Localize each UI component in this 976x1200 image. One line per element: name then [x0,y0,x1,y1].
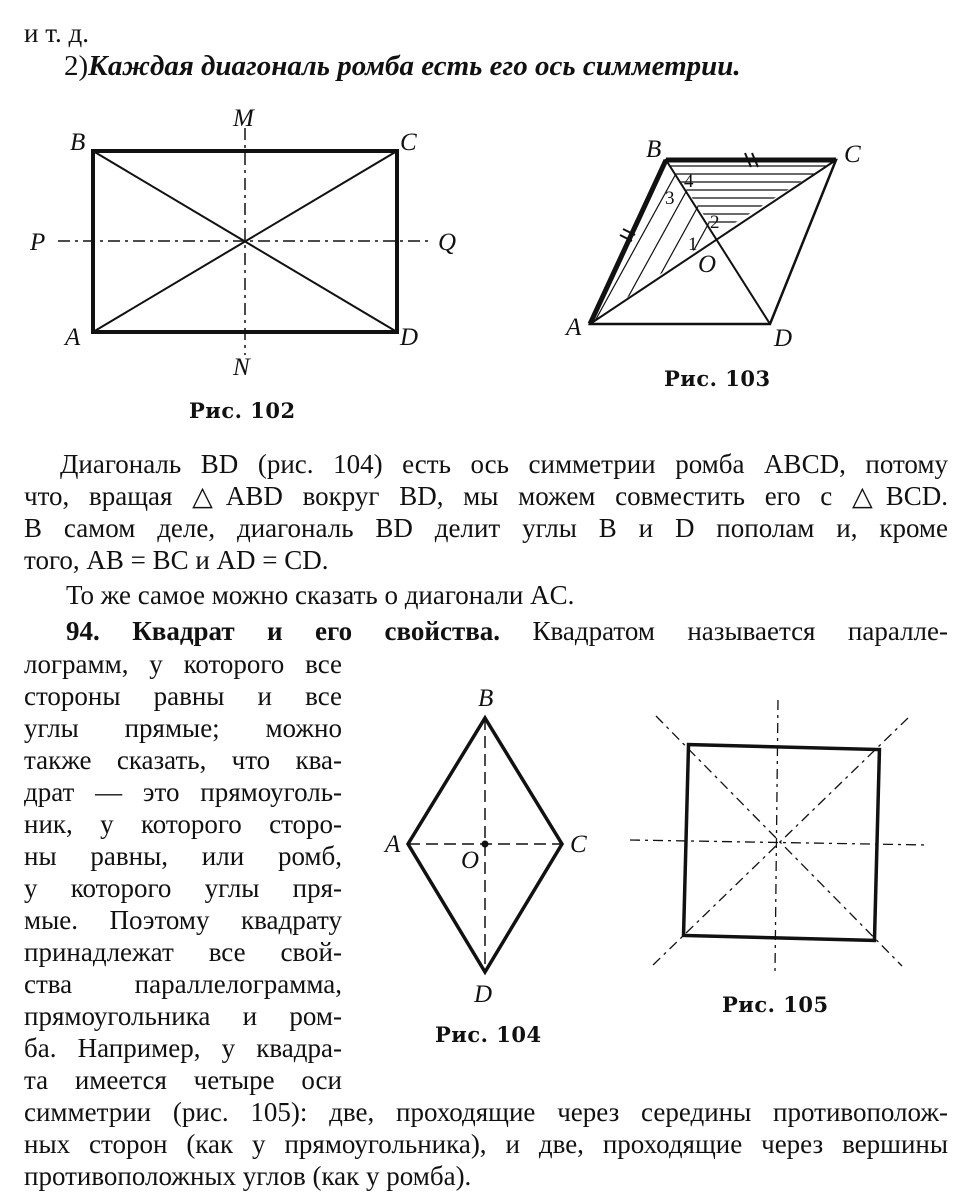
label-a: A [65,324,81,351]
paragraph-1-line-3: В самом деле, диагональ BD делит углы B и D пополам и, кроме [24,513,948,543]
section-94-first-line [66,618,948,645]
property-2-text: Каждая диагональ ромба есть его ось симметрии. [88,50,741,82]
wrapped-line: та имеется четыре оси [24,1065,342,1095]
wrapped-line: также сказать, что ква- [24,745,342,775]
label-c: C [570,831,587,858]
wrapped-line: прямоугольника и ром- [24,1001,342,1031]
paragraph-1-line-2: что, вращая △ABD вокруг BD, мы можем совместить его с △BCD. [24,481,948,511]
wrapped-line: ник, у которого сторо- [24,809,342,839]
item-number: 2) [64,50,89,82]
label-d: D [774,325,793,352]
axis-vertical [775,700,778,972]
wrapped-line: ны равны, или ромб, [24,841,342,871]
axis-horizontal [630,840,928,845]
paragraph-2: То же самое можно сказать о диагонали AC. [66,580,575,610]
label-d: D [474,981,493,1008]
axis-diagonal-2 [652,718,908,966]
etc-text: и т. д. [24,18,89,48]
figure-104 [380,680,610,1010]
label-d: D [400,324,419,351]
caption-102: Рис. 102 [189,398,296,423]
caption-105: Рис. 105 [722,992,829,1017]
wrapped-line: углы прямые; можно [24,713,342,743]
label-c: C [844,141,861,168]
wrapped-line: принадлежат все свой- [24,937,342,967]
label-c: C [400,129,417,156]
center-o [482,841,489,848]
wrapped-line: лограмм, у которого все [24,649,342,679]
section-94-lead: Квадратом называется паралле- [532,616,948,646]
diagonal-bd [666,160,770,324]
property-2 [64,52,741,81]
label-b: B [70,129,86,156]
square [684,745,880,941]
wrapped-line: ства параллелограмма, [24,969,342,999]
label-q: Q [438,229,457,256]
caption-103: Рис. 103 [664,366,771,391]
label-n: N [233,354,250,381]
label-m: M [233,105,254,132]
figure-105 [620,700,950,980]
label-p: P [30,229,46,256]
wrapped-line: у которого углы пря- [24,873,342,903]
label-b: B [478,685,494,712]
paragraph-1-line-4: того, AB = BC и AD = CD. [24,545,329,575]
figure-102 [20,100,480,430]
angle-label-3: 3 [665,188,675,209]
section-94-heading: 94. Квадрат и его свойства. [66,616,501,646]
angle-label-2: 2 [710,212,720,233]
label-b: B [646,136,662,163]
label-o: O [698,251,717,278]
wrapped-line: ба. Например, у квадра- [24,1033,342,1063]
full-line: симметрии (рис. 105): две, проходящие через середины противополож- [24,1097,948,1127]
caption-104: Рис. 104 [435,1022,542,1047]
paragraph-1-line-1: Диагональ BD (рис. 104) есть ось симметрии ромба ABCD, потому [60,449,948,479]
figure-103 [560,130,880,360]
label-a: A [385,831,401,858]
full-line: противоположных углов (как у ромба). [24,1161,472,1191]
wrapped-line: мые. Поэтому квадрату [24,905,342,935]
label-o: O [461,847,480,874]
full-line: ных сторон (как у прямоугольника), и две, проходящие через вершины [24,1129,948,1159]
angle-label-1: 1 [688,234,698,255]
wrapped-line: стороны равны и все [24,681,342,711]
angle-label-4: 4 [684,171,694,192]
label-a: A [566,314,582,341]
wrapped-line: драт — это прямоуголь- [24,777,342,807]
